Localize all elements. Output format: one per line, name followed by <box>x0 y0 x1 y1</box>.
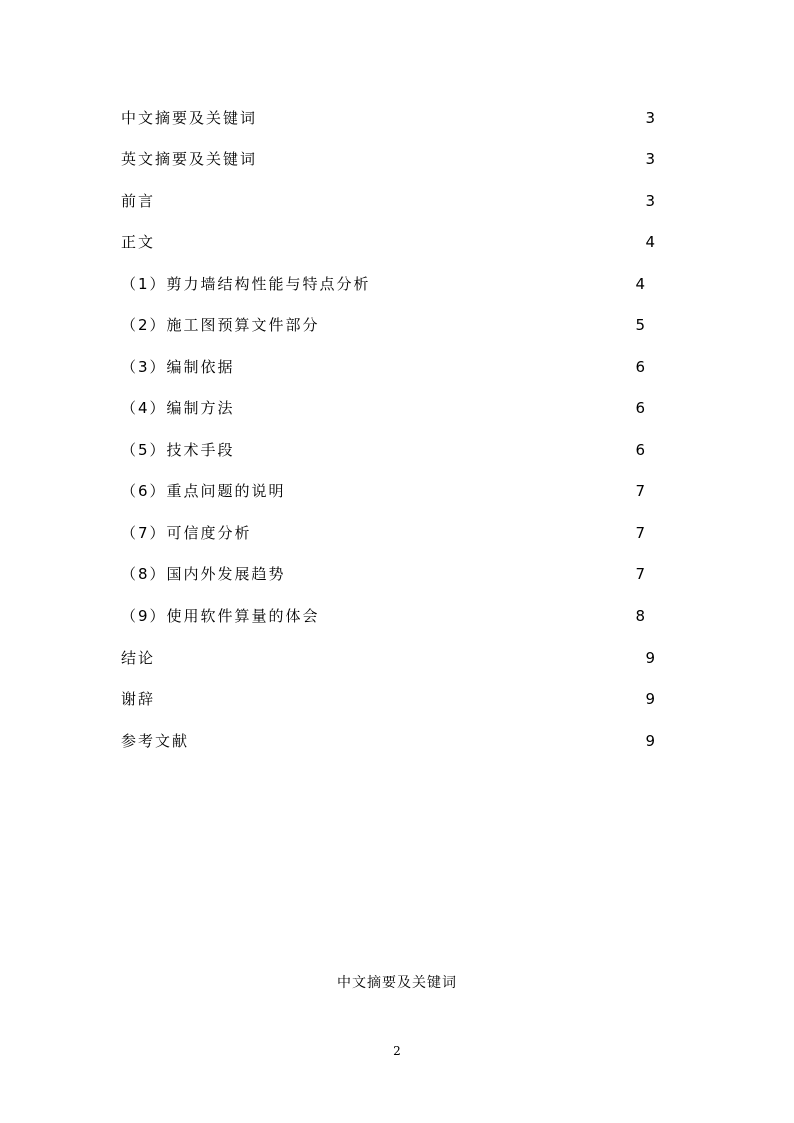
section-heading: 中文摘要及关键词 <box>337 975 457 991</box>
toc-entry[interactable] <box>121 190 655 212</box>
toc-dot-leader <box>322 605 634 627</box>
toc-entry-title: （1）剪力墙结构性能与特点分析 <box>121 275 371 293</box>
toc-entry-page: 6 <box>635 399 645 417</box>
toc-entry-page: 6 <box>635 358 645 376</box>
toc-entry[interactable] <box>121 730 655 752</box>
toc-entry-title: （7）可信度分析 <box>121 524 252 542</box>
toc-entry-page: 3 <box>645 109 655 127</box>
toc-entry-title: （9）使用软件算量的体会 <box>121 607 320 625</box>
toc-entry[interactable] <box>121 480 645 502</box>
toc-entry-title: 前言 <box>121 192 156 210</box>
toc-dot-leader <box>288 480 634 502</box>
toc-entry-title: （3）编制依据 <box>121 358 235 376</box>
toc-dot-leader <box>259 148 643 170</box>
toc-entry[interactable] <box>121 273 645 295</box>
toc-dot-leader <box>157 231 643 253</box>
toc-entry[interactable] <box>121 107 655 129</box>
toc-entry[interactable] <box>121 356 645 378</box>
toc-entry-title: （8）国内外发展趋势 <box>121 565 286 583</box>
page-number: 2 <box>393 1044 401 1058</box>
toc-entry[interactable] <box>121 231 655 253</box>
toc-entry[interactable] <box>121 439 645 461</box>
toc-entry-page: 8 <box>635 607 645 625</box>
toc-entry-title: 正文 <box>121 233 156 251</box>
toc-entry-title: 中文摘要及关键词 <box>121 109 258 127</box>
toc-entry-title: 结论 <box>121 649 156 667</box>
toc-entry-title: 参考文献 <box>121 732 190 750</box>
toc-entry-title: （5）技术手段 <box>121 441 235 459</box>
toc-entry[interactable] <box>121 148 655 170</box>
toc-entry-title: （4）编制方法 <box>121 399 235 417</box>
toc-entry-page: 6 <box>635 441 645 459</box>
toc-dot-leader <box>191 730 643 752</box>
toc-entry[interactable] <box>121 314 645 336</box>
toc-entry-title: （6）重点问题的说明 <box>121 482 286 500</box>
toc-entry-page: 3 <box>645 192 655 210</box>
toc-entry-page: 7 <box>635 524 645 542</box>
toc-dot-leader <box>157 190 643 212</box>
toc-entry-page: 9 <box>645 690 655 708</box>
toc-entry-page: 9 <box>645 649 655 667</box>
toc-dot-leader <box>157 688 643 710</box>
toc-entry[interactable] <box>121 647 655 669</box>
toc-dot-leader <box>237 439 634 461</box>
toc-entry-title: （2）施工图预算文件部分 <box>121 316 320 334</box>
toc-entry[interactable] <box>121 563 645 585</box>
toc-dot-leader <box>157 647 643 669</box>
toc-dot-leader <box>288 563 634 585</box>
toc-dot-leader <box>254 522 634 544</box>
toc-dot-leader <box>322 314 634 336</box>
toc-dot-leader <box>237 356 634 378</box>
toc-entry-page: 5 <box>635 316 645 334</box>
toc-entry[interactable] <box>121 397 645 419</box>
toc-entry-title: 谢辞 <box>121 690 156 708</box>
toc-entry-page: 3 <box>645 150 655 168</box>
toc-dot-leader <box>237 397 634 419</box>
toc-entry-page: 7 <box>635 565 645 583</box>
toc-entry[interactable] <box>121 688 655 710</box>
toc-entry-page: 9 <box>645 732 655 750</box>
toc-entry-page: 4 <box>635 275 645 293</box>
toc-dot-leader <box>373 273 634 295</box>
toc-entry-title: 英文摘要及关键词 <box>121 150 258 168</box>
toc-dot-leader <box>259 107 643 129</box>
toc-entry[interactable] <box>121 605 645 627</box>
toc-entry-page: 7 <box>635 482 645 500</box>
toc-entry[interactable] <box>121 522 645 544</box>
toc-entry-page: 4 <box>645 233 655 251</box>
